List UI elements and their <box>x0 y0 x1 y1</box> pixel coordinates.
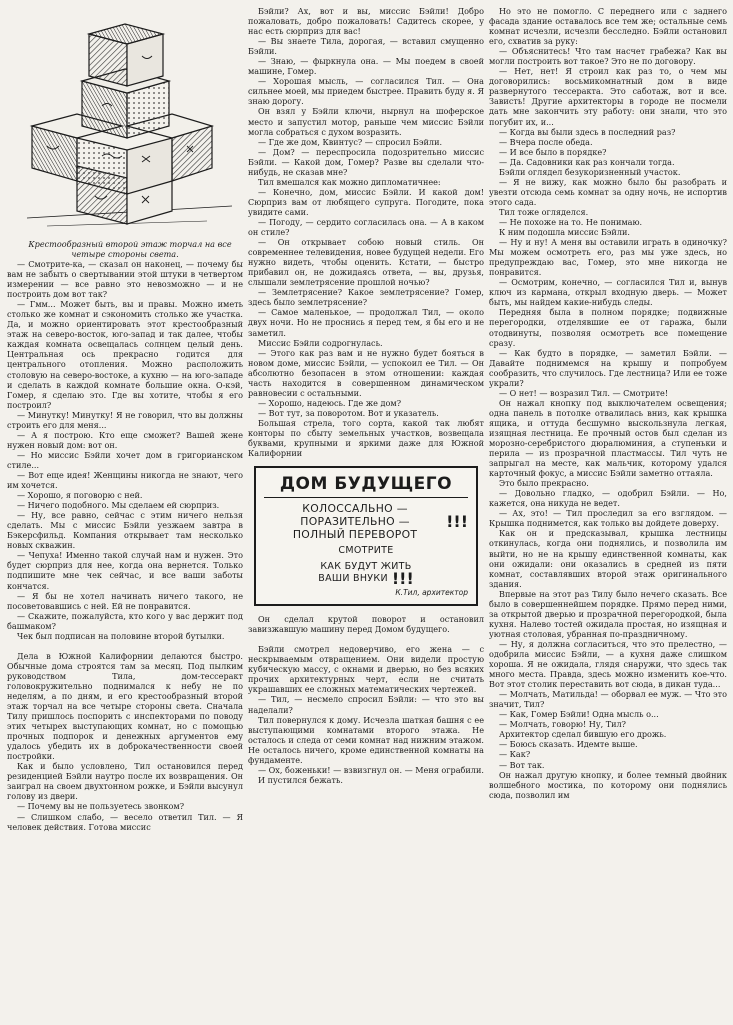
paragraph: — Как будто в порядке, — заметил Бэйли. — Давайте поднимемся на крышу и попробуем сообразить, что случилось. Где лестница? Или ее тоже украли? <box>489 347 727 388</box>
paragraph: — Когда вы были здесь в последний раз? <box>499 126 676 137</box>
paragraph: И пустился бежать. <box>258 774 343 785</box>
column-2-text-bottom <box>248 614 484 785</box>
paragraph: Большая стрела, того сорта, какой так любят конторы по сбыту земельных участков, возвещала буквами, крупными и яркими даже для Южной Калифорнии <box>248 417 484 459</box>
paragraph: — Я не вижу, как можно было бы разобрать и увезти отсюда семь комнат за одну ночь, не испортив этого сада. <box>489 176 727 207</box>
paragraph: Тил тоже огляделся. <box>499 206 589 217</box>
paragraph: — Почему вы не пользуетесь звонком? <box>17 801 185 812</box>
paragraph: Архитектор сделал бившую его дрожь. <box>499 729 667 740</box>
paragraph: Тил вмешался как можно дипломатичнее: <box>258 176 441 187</box>
paragraph: — Вчера после обеда. <box>499 136 593 147</box>
paragraph: — Нет, нет! Я строил как раз то, о чем мы договорились: восьмикомнатный дом в виде развернутого тессеракта. Это саботаж, вот и все. Зависть! Другие архитекторы в городе не посмели дать мне закончить эту работу: они знали, что это погубит их, и... <box>489 66 727 127</box>
ad-title: ДОМ БУДУЩЕГО <box>279 474 453 495</box>
ad-line-3: ПОЛНЫЙ ПЕРЕВОРОТ <box>292 528 418 542</box>
stacked-cubes-house-drawing <box>7 6 243 236</box>
paragraph: — Слишком слабо, — весело ответил Тил. — Я человек действия. Готова миссис <box>7 811 243 832</box>
paragraph: — Ох, боженьки! — взвизгнул он. — Меня ограбили. <box>258 764 484 775</box>
paragraph: — Боюсь сказать. Идемте выше. <box>499 739 638 750</box>
exclamation-icon: !!! <box>446 511 468 531</box>
ad-divider <box>264 497 468 498</box>
paragraph: — Землетрясение? Какое землетрясение? Гомер, здесь было землетрясение? <box>248 287 484 308</box>
paragraph: — Как? <box>499 749 531 760</box>
paragraph: — Тил, — несмело спросил Бэйли: — что это вы наделали? <box>248 694 484 715</box>
column-1-text <box>7 259 243 832</box>
column-2-text-top <box>248 6 484 458</box>
paragraph: — Конечно, дом, миссис Бэйли. И какой дом! Сюрприз вам от любящего супруга. Погодите, пока увидите сами. <box>248 186 484 217</box>
paragraph: — Но миссис Бэйли хочет дом в григорианском стиле... <box>7 449 243 470</box>
paragraph: — Ну и ну! А меня вы оставили играть в одиночку? Мы можем осмотреть его, раз мы уже здесь, но предупреждаю вас, Гомер, это мне никогда не понравится. <box>489 237 727 278</box>
paragraph: Как и было условлено, Тил остановился перед резиденцией Бэйли наутро после их возвращения. Он заиграл на своем двухтонном рожке, и Бэйли высунул голову из двери. <box>7 761 243 802</box>
paragraph: — О нет! — возразил Тил. — Смотрите! <box>499 387 669 398</box>
paragraph: — Дом? — переспросила подозрительно миссис Бэйли. — Какой дом, Гомер? Разве вы сделали что-нибудь, не сказав мне? <box>248 146 484 177</box>
paragraph: — Вот еще идея! Женщины никогда не знают, чего им хочется. <box>7 469 243 491</box>
advertisement-box <box>254 466 478 606</box>
paragraph: — Скажите, пожалуйста, кто кого у вас держит под башмаком? <box>7 610 243 631</box>
paragraph: — Молчать, говорю! Ну, Тил? <box>499 719 627 730</box>
paragraph: — И все было в порядке? <box>499 146 607 157</box>
paragraph: — Хорошо, я поговорю с ней. <box>17 490 143 501</box>
paragraph: Бэйли? Ах, вот и вы, миссис Бэйли! Добро пожаловать, добро пожаловать! Садитесь скорее, у нас есть сюрприз для вас! <box>248 6 484 37</box>
paragraph: — Где же дом, Квинтус? — спросил Бэйли. <box>258 136 443 147</box>
paragraph: — А я построю. Кто еще сможет? Вашей жене нужен новый дом: вот он. <box>7 429 243 450</box>
paragraph: — Вы знаете Тила, дорогая, — вставил смущенно Бэйли. <box>248 36 484 57</box>
paragraph: Впервые на этот раз Тилу было нечего сказать. Все было в совершеннейшем порядке. Прямо перед ними, за открытой дверью и прозрачной перегородкой, была кухня. Налево тостей ожидала простая, но изящная и уютная столовая, убранная по-праздничному. <box>489 588 727 639</box>
paragraph: — Чепуха! Именно такой случай нам и нужен. Это будет сюрприз для нее, когда она вернется. Только подпишите мне чек сейчас, и все ваши заботы кончатся. <box>7 550 243 591</box>
paragraph: — Не похоже на то. Не понимаю. <box>499 216 643 227</box>
paragraph: — Молчать, Матильда! — оборвал ее муж. — Что это значит, Тил? <box>489 689 727 710</box>
paragraph: Чек был подписан на половине второй бутылки. <box>17 630 225 641</box>
paragraph: Тил повернулся к дому. Исчезла шаткая башня с ее выступающими комнатами второго этажа. Не осталось и следа от семи комнат над нижним этажом. Не осталось ничего, кроме единственной комнаты на фундаменте. <box>248 714 484 765</box>
ad-line-6: ВАШИ ВНУКИ <box>318 573 388 585</box>
paragraph: Он нажал кнопку под выключателем освещения; одна панель в потолке отвалилась вниз, как крышка ящика, и оттуда бесшумно выскользнула легкая, изящная лестница. Ее прочный остов был сделан из морозно-серебристого дюралюминия, а ступеньки и перила — из прозрачной пластмассы. Тил чуть не запрыгал на месте, как мальчик, которому удался карточный фокус, а миссис Бэйли заметно оттаяла. <box>489 397 727 479</box>
paragraph: Дела в Южной Калифорнии делаются быстро. Обычные дома строятся там за месяц. Под пылким руководством Тила, дом-тессеракт головокружительно поднимался к небу не по неделям, а по дням, и его крестообразный второй этаж торчал на все четыре стороны света. Сначала Тилу пришлось поспорить с инспекторами по поводу этих четырех выступающих комнат, но с помощью прочных подпорок и денежных аргументов ему удалось убедить их в доброкачественности своей постройки. <box>7 650 243 762</box>
paragraph: — Объяснитесь! Что там насчет грабежа? Как вы могли построить вот такое? Это не по договору. <box>489 46 727 67</box>
column-3 <box>489 6 727 800</box>
paragraph: — Вот тут, за поворотом. Вот и указатель. <box>258 407 439 418</box>
paragraph: — Ну, все равно, сейчас с этим ничего нельзя сделать. Мы с миссис Бэйли уезжаем завтра в Бэкерсфильд. Компания открывает там несколько новых скважин. <box>7 510 243 551</box>
paragraph: — Как, Гомер Бэйли! Одна мысль о... <box>499 709 659 720</box>
ad-line-1: КОЛОССАЛЬНО — <box>302 502 408 516</box>
paragraph: — Гмм... Может быть, вы и правы. Можно иметь столько же комнат и сэкономить столько же участка. Да, и можно ориентировать этот крестообразный этаж на северо-восток, юго-запад и так далее, чтобы каждая комната освещалась солнцем целый день. Центральная ось прекрасно годится для центрального отопления. Можно расположить столовую на северо-востоке, а кухню — на юго-западе и сделать в каждой комнате большие окна. О-кэй, Гомер, я сделаю это. Где вы хотите, чтобы я его построил? <box>7 299 243 410</box>
exclamation-icon: !!! <box>391 569 414 589</box>
paragraph: — Он открывает собою новый стиль. Он современнее телевидения, новее будущей недели. Его нужно видеть, чтобы оценить. Кстати, — быстро прибавил он, не дожидаясь ответа, — вы, друзья, слышали землетрясение прошлой ночью? <box>248 237 484 288</box>
paragraph: — Хорошая мысль, — согласился Тил. — Она сильнее моей, мы приедем быстрее. Править буду я. Я знаю дорогу. <box>248 76 484 107</box>
paragraph: — Ну, я должна согласиться, что это прелестно, — одобрила миссис Бэйли, — а кухня даже слишком хороша. Я не ожидала, глядя снаружи, что здесь так много места. Правда, здесь можно изменить кое-что. Вот этот столик переставить вот сюда, в дикан туда... <box>489 638 727 690</box>
paragraph: — Минутку! Минутку! Я не говорил, что вы должны строить его для меня... <box>7 409 243 430</box>
paragraph: — Этого как раз вам и не нужно будет бояться в новом доме, миссис Бэйли, — успокоил ее Тил. — Он абсолютно безопасен в этом отношении: каждая часть находится в совершенном динамическом равновесии с остальными. <box>248 347 484 398</box>
paragraph: Он сделал крутой поворот и остановил завизжавшую машину перед Домом будущего. <box>248 614 484 635</box>
paragraph: — Хорошо, надеюсь. Где же дом? <box>258 397 402 408</box>
paragraph: — Да. Садовники как раз кончали тогда. <box>499 156 675 167</box>
paragraph: — Осмотрим, конечно, — согласился Тил и, вынув ключ из кармана, открыл входную дверь. — Может быть, мы найдем какие-нибудь следы. <box>489 277 727 308</box>
paragraph: — Ничего подобного. Мы сделаем ей сюрприз. <box>17 500 220 511</box>
paragraph: Миссис Бэйли содрогнулась. <box>258 337 383 348</box>
paragraph: Как он и предсказывал, крышка лестницы откинулась, когда они поднялись, и позволила им выйти, но не на крышу единственной комнаты, как они ожидали: они оказались в средней из пяти комнат, составлявших второй этаж оригинального здания. <box>489 528 727 589</box>
ad-signature: К.Тил, архитектор <box>395 588 468 598</box>
illustration-caption: Крестообразный второй этаж торчал на все четыре стороны света. <box>28 239 232 259</box>
paragraph: Передняя была в полном порядке; подвижные перегородки, отделявшие ее от гаража, были отодвинуты, позволяя осмотреть все помещение сразу. <box>489 307 727 348</box>
paragraph: Но это не помогло. С переднего или с заднего фасада здание оставалось все тем же; остальные семь комнат исчезли, исчезли бесследно. Бэйли остановил его, схватив за руку: <box>489 6 727 47</box>
paragraph: — Погоду, — сердито согласилась она. — А в каком он стиле? <box>248 216 484 238</box>
ad-line-4: СМОТРИТЕ <box>338 545 394 557</box>
paragraph: — Смотрите-ка, — сказал он наконец, — почему бы вам не забыть о свертывании этой штуки в четвертом измерении — все равно это невозможно — и не построить дом вот так? <box>7 259 243 300</box>
paragraph: — Ах, это! — Тил проследил за его взглядом. — Крышка поднимется, как только вы дойдете доверху. <box>489 508 727 529</box>
paragraph: Это было прекрасно. <box>499 478 589 489</box>
paragraph: Бэйли смотрел недоверчиво, его жена — с нескрываемым отвращением. Они видели простую кубическую массу, с окнами и дверью, но без всяких прочих архитектурных черт, если не считать украшавших ее сложных математических чертежей. <box>248 644 484 695</box>
paragraph: — Самое маленькое, — продолжал Тил, — около двух ночи. Но не проснись я перед тем, я бы его и не заметил. <box>248 307 484 338</box>
ad-line-2: ПОРАЗИТЕЛЬНО — <box>300 515 410 529</box>
column-2 <box>248 6 484 785</box>
paragraph: — Вот так. <box>499 759 545 770</box>
paragraph: — Знаю, — фыркнула она. — Мы поедем в своей машине, Гомер. <box>248 56 484 77</box>
paragraph: — Я бы не хотел начинать ничего такого, не посоветовавшись с ней. Ей не понравится. <box>7 590 243 611</box>
column-1 <box>7 6 243 832</box>
paragraph: К ним подошла миссис Бэйли. <box>499 227 630 238</box>
paragraph: Он взял у Бэйли ключи, нырнул на шоферское место и запустил мотор, раньше чем миссис Бэйли могла собраться с духом возразить. <box>248 106 484 137</box>
paragraph: Бэйли оглядел безукоризненный участок. <box>499 166 681 177</box>
ad-line-5: КАК БУДУТ ЖИТЬ <box>320 561 412 573</box>
paragraph: Он нажал другую кнопку, и более темный двойник волшебного мостика, по которому они поднялись сюда, позволил им <box>489 769 727 800</box>
paragraph: — Довольно гладко, — одобрил Бэйли. — Но, кажется, она никуда не ведет. <box>489 488 727 509</box>
column-3-text <box>489 6 727 800</box>
